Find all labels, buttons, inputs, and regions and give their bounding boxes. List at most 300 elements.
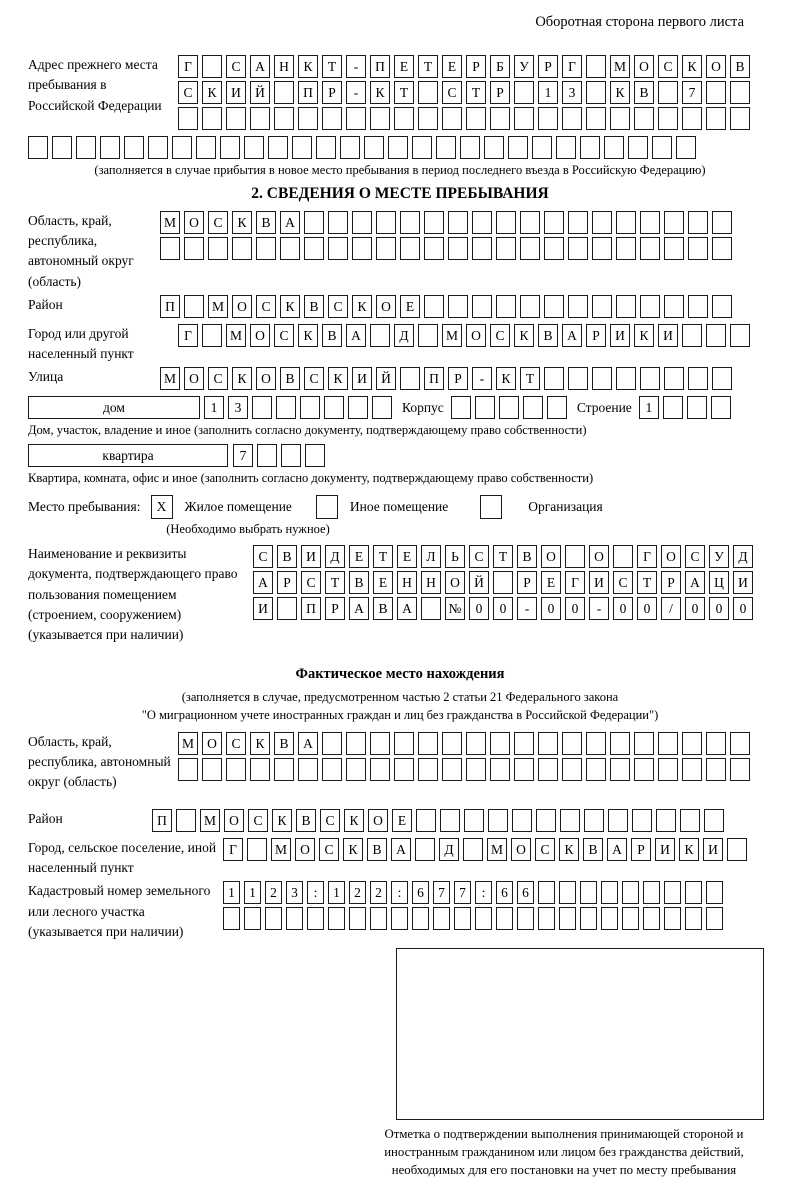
char-cell	[100, 136, 120, 159]
char-cell	[184, 237, 204, 260]
char-cell	[538, 732, 558, 755]
char-cell	[418, 81, 438, 104]
field-label: Область, край, республика, автономный округ (область)	[28, 733, 171, 790]
char-row	[178, 107, 750, 130]
char-cell: Н	[421, 571, 441, 594]
option-label-residential: Жилое помещение	[184, 499, 292, 515]
char-cell: И	[703, 838, 723, 861]
char-cell	[658, 81, 678, 104]
char-cell: А	[280, 211, 300, 234]
char-cell	[523, 396, 543, 419]
char-cell	[424, 295, 444, 318]
house-type-box: дом	[28, 396, 200, 419]
char-cell: В	[538, 324, 558, 347]
char-cell: 0	[709, 597, 729, 620]
char-cell	[640, 237, 660, 260]
field-city-actual	[28, 838, 772, 879]
char-cell	[586, 107, 606, 130]
char-cell	[433, 907, 450, 930]
char-cell	[226, 107, 246, 130]
char-cell: А	[685, 571, 705, 594]
char-cell	[226, 758, 246, 781]
char-cell: М	[200, 809, 220, 832]
char-cell: О	[466, 324, 486, 347]
char-cell: В	[730, 55, 750, 78]
field-label: Область, край, республика, автономный округ (область)	[28, 212, 134, 289]
char-cell	[340, 136, 360, 159]
char-cell	[274, 107, 294, 130]
char-cell	[418, 758, 438, 781]
confirmation-mark-box	[396, 948, 764, 1120]
char-cell	[370, 324, 390, 347]
char-cell	[364, 136, 384, 159]
char-cell: М	[271, 838, 291, 861]
char-cell	[616, 237, 636, 260]
char-cell	[634, 758, 654, 781]
char-cell: М	[610, 55, 630, 78]
char-cell: №	[445, 597, 465, 620]
char-cell	[538, 107, 558, 130]
char-cell	[424, 237, 444, 260]
char-cell	[616, 367, 636, 390]
char-cell	[466, 732, 486, 755]
char-cell: О	[541, 545, 561, 568]
char-cell: О	[706, 55, 726, 78]
char-cell	[349, 907, 366, 930]
char-cell: В	[296, 809, 316, 832]
char-cell	[442, 107, 462, 130]
char-cell: :	[391, 881, 408, 904]
char-cell: М	[160, 211, 180, 234]
char-cell: Р	[322, 81, 342, 104]
char-row	[178, 758, 750, 781]
char-cell	[454, 907, 471, 930]
char-cell	[688, 237, 708, 260]
char-cell	[223, 907, 240, 930]
char-cell: С	[226, 732, 246, 755]
char-cell	[376, 237, 396, 260]
char-cell: Т	[466, 81, 486, 104]
char-cell: К	[328, 367, 348, 390]
char-cell: -	[346, 55, 366, 78]
char-cell: П	[301, 597, 321, 620]
char-cell: С	[304, 367, 324, 390]
previous-address-note: (заполняется в случае прибытия в новое место пребывания в период последнего въезда в Российскую Федерацию)	[94, 163, 706, 177]
char-cell	[346, 758, 366, 781]
char-cell	[706, 732, 726, 755]
char-cell	[730, 81, 750, 104]
char-cell	[322, 107, 342, 130]
checkbox-residential: X	[151, 495, 173, 519]
char-cell	[416, 809, 436, 832]
char-cell	[559, 907, 576, 930]
char-cell: К	[496, 367, 516, 390]
field-label: Город, сельское поселение, иной населенный пункт	[28, 839, 217, 875]
char-cell: А	[250, 55, 270, 78]
char-cell: 1	[538, 81, 558, 104]
char-cell	[244, 136, 264, 159]
char-cell	[232, 237, 252, 260]
char-cell: П	[370, 55, 390, 78]
char-cell: К	[343, 838, 363, 861]
char-cell	[328, 237, 348, 260]
char-row	[223, 838, 747, 861]
char-cell: 7	[682, 81, 702, 104]
char-cell	[178, 758, 198, 781]
char-cell	[586, 758, 606, 781]
char-cell	[592, 211, 612, 234]
checkbox-other-premises	[316, 495, 338, 519]
char-row	[178, 55, 750, 78]
char-cell: Е	[392, 809, 412, 832]
char-row	[204, 396, 392, 419]
char-cell	[298, 107, 318, 130]
char-cell: Г	[562, 55, 582, 78]
char-cell: 0	[613, 597, 633, 620]
char-cell	[706, 881, 723, 904]
char-cell: С	[208, 211, 228, 234]
char-cell: С	[320, 809, 340, 832]
option-label-other-premises: Иное помещение	[349, 499, 449, 515]
char-cell	[460, 136, 480, 159]
char-cell: 1	[223, 881, 240, 904]
char-cell	[76, 136, 96, 159]
char-cell	[514, 81, 534, 104]
char-cell: /	[661, 597, 681, 620]
char-cell: 3	[286, 881, 303, 904]
char-cell	[634, 732, 654, 755]
char-cell: Р	[490, 81, 510, 104]
char-cell: С	[256, 295, 276, 318]
flat-row	[28, 444, 772, 467]
char-cell: М	[178, 732, 198, 755]
char-cell	[292, 136, 312, 159]
char-cell	[370, 732, 390, 755]
char-cell: В	[304, 295, 324, 318]
char-cell: Е	[373, 571, 393, 594]
char-cell: В	[277, 545, 297, 568]
char-cell	[517, 907, 534, 930]
char-cell	[412, 907, 429, 930]
char-cell	[322, 758, 342, 781]
char-cell	[388, 136, 408, 159]
char-cell: И	[655, 838, 675, 861]
char-cell: -	[346, 81, 366, 104]
confirmation-note: Отметка о подтверждении выполнения принимающей стороной и иностранным гражданином или лицом без гражданства действий, необходимых для его постановки на учет по месту пребывания	[384, 1127, 744, 1177]
char-cell	[586, 81, 606, 104]
char-cell	[372, 396, 392, 419]
char-cell	[664, 237, 684, 260]
char-cell	[706, 758, 726, 781]
char-cell: О	[184, 211, 204, 234]
house-note: Дом, участок, владение и иное (заполнить согласно документу, подтверждающему право собственности)	[28, 423, 587, 438]
char-cell: Е	[541, 571, 561, 594]
char-cell: С	[469, 545, 489, 568]
char-cell: М	[160, 367, 180, 390]
char-cell: 0	[469, 597, 489, 620]
field-document	[28, 544, 772, 656]
field-label: Район	[28, 810, 63, 826]
char-cell: Т	[325, 571, 345, 594]
char-cell	[184, 295, 204, 318]
char-cell	[682, 758, 702, 781]
char-cell: О	[634, 55, 654, 78]
char-cell	[538, 907, 555, 930]
char-cell: И	[253, 597, 273, 620]
flat-type-box: квартира	[28, 444, 228, 467]
char-cell: Г	[178, 55, 198, 78]
char-cell	[559, 881, 576, 904]
char-cell	[305, 444, 325, 467]
char-cell	[586, 55, 606, 78]
char-cell: К	[232, 367, 252, 390]
char-cell	[472, 237, 492, 260]
char-cell	[706, 81, 726, 104]
char-cell	[712, 367, 732, 390]
char-cell	[610, 732, 630, 755]
char-cell	[463, 838, 483, 861]
char-cell: В	[367, 838, 387, 861]
char-cell	[496, 907, 513, 930]
char-cell	[178, 107, 198, 130]
char-cell	[532, 136, 552, 159]
char-cell: К	[679, 838, 699, 861]
char-cell: Р	[586, 324, 606, 347]
char-cell: Й	[376, 367, 396, 390]
char-cell	[448, 295, 468, 318]
char-cell	[322, 732, 342, 755]
char-cell	[568, 367, 588, 390]
char-cell	[634, 107, 654, 130]
char-cell	[274, 758, 294, 781]
char-cell: В	[583, 838, 603, 861]
char-cell: И	[352, 367, 372, 390]
char-cell: М	[226, 324, 246, 347]
char-cell: К	[610, 81, 630, 104]
char-cell: 7	[433, 881, 450, 904]
char-cell	[493, 571, 513, 594]
char-row	[223, 907, 723, 930]
char-cell: :	[475, 881, 492, 904]
char-cell: О	[224, 809, 244, 832]
stay-type-note: (Необходимо выбрать нужное)	[166, 522, 330, 537]
char-cell	[484, 136, 504, 159]
char-cell	[512, 809, 532, 832]
char-cell	[466, 107, 486, 130]
char-cell: Е	[397, 545, 417, 568]
char-cell: В	[322, 324, 342, 347]
char-cell	[520, 237, 540, 260]
char-cell: 2	[370, 881, 387, 904]
char-row	[160, 211, 732, 234]
char-cell	[220, 136, 240, 159]
char-cell: В	[274, 732, 294, 755]
field-label: Кадастровый номер земельного или лесного участка (указывается при наличии)	[28, 883, 211, 939]
char-cell: О	[202, 732, 222, 755]
field-cadastral	[28, 881, 772, 942]
char-cell: О	[250, 324, 270, 347]
char-cell: Ь	[445, 545, 465, 568]
char-cell	[658, 107, 678, 130]
field-label: Район	[28, 296, 63, 312]
char-cell: Т	[322, 55, 342, 78]
char-cell: О	[184, 367, 204, 390]
char-cell	[442, 732, 462, 755]
char-cell: К	[370, 81, 390, 104]
flat-note: Квартира, комната, офис и иное (заполнить согласно документу, подтверждающему право собственности)	[28, 471, 594, 486]
char-cell: С	[613, 571, 633, 594]
char-cell: 7	[233, 444, 253, 467]
korpus-label: Корпус	[402, 399, 444, 415]
char-cell	[328, 211, 348, 234]
char-cell	[711, 396, 731, 419]
char-cell	[202, 55, 222, 78]
page-title: Оборотная сторона первого листа	[535, 14, 744, 30]
field-previous-address	[28, 55, 772, 133]
char-cell	[514, 758, 534, 781]
char-cell: В	[634, 81, 654, 104]
field-street	[28, 367, 772, 393]
char-cell: -	[589, 597, 609, 620]
char-cell: 0	[637, 597, 657, 620]
char-cell	[544, 295, 564, 318]
char-cell: И	[610, 324, 630, 347]
char-cell: К	[634, 324, 654, 347]
char-cell	[584, 809, 604, 832]
char-cell	[664, 907, 681, 930]
char-cell: 1	[244, 881, 261, 904]
char-cell: 3	[562, 81, 582, 104]
char-cell: 0	[493, 597, 513, 620]
field-district	[28, 295, 772, 321]
char-cell: Е	[400, 295, 420, 318]
char-cell: Г	[637, 545, 657, 568]
char-cell: С	[301, 571, 321, 594]
checkbox-organization	[480, 495, 502, 519]
char-cell: 0	[541, 597, 561, 620]
house-row	[28, 396, 772, 419]
char-cell: Р	[325, 597, 345, 620]
char-cell: К	[559, 838, 579, 861]
char-cell	[706, 324, 726, 347]
char-cell	[664, 211, 684, 234]
char-row	[253, 597, 753, 620]
char-cell	[704, 809, 724, 832]
char-cell: 0	[685, 597, 705, 620]
char-cell: С	[226, 55, 246, 78]
char-cell	[562, 732, 582, 755]
char-cell: -	[472, 367, 492, 390]
char-cell: Г	[223, 838, 243, 861]
char-cell: 1	[204, 396, 224, 419]
field-city	[28, 324, 772, 365]
char-cell	[160, 237, 180, 260]
char-cell: К	[514, 324, 534, 347]
char-row	[178, 732, 750, 755]
char-cell: Д	[733, 545, 753, 568]
char-cell	[247, 838, 267, 861]
char-cell: С	[685, 545, 705, 568]
char-cell	[680, 809, 700, 832]
char-cell	[601, 907, 618, 930]
char-cell: К	[682, 55, 702, 78]
char-cell	[348, 396, 368, 419]
char-cell	[202, 107, 222, 130]
field-label: Наименование и реквизиты документа, подтверждающего право пользования помещением (строением, сооружением) (указывается при наличии)	[28, 546, 238, 642]
char-cell	[280, 237, 300, 260]
stroenie-label: Строение	[576, 399, 632, 415]
char-cell	[544, 367, 564, 390]
char-cell	[391, 907, 408, 930]
char-cell: 0	[565, 597, 585, 620]
char-cell	[514, 107, 534, 130]
char-cell	[682, 732, 702, 755]
char-cell	[472, 211, 492, 234]
char-cell: Й	[250, 81, 270, 104]
char-cell: Т	[394, 81, 414, 104]
char-cell	[687, 396, 707, 419]
char-cell	[727, 838, 747, 861]
char-cell	[688, 211, 708, 234]
char-row	[233, 444, 325, 467]
char-cell: П	[160, 295, 180, 318]
char-cell: С	[535, 838, 555, 861]
field-label: Улица	[28, 369, 64, 385]
char-cell: С	[328, 295, 348, 318]
char-row	[223, 881, 723, 904]
char-cell: Р	[661, 571, 681, 594]
char-cell	[608, 809, 628, 832]
char-cell	[643, 907, 660, 930]
char-cell: У	[514, 55, 534, 78]
field-label: Адрес прежнего места пребывания в Российской Федерации	[28, 57, 162, 113]
char-cell	[176, 809, 196, 832]
char-cell: Д	[325, 545, 345, 568]
char-cell: В	[256, 211, 276, 234]
char-cell	[562, 107, 582, 130]
char-cell	[418, 732, 438, 755]
char-cell	[685, 907, 702, 930]
char-cell	[304, 237, 324, 260]
char-cell: 0	[733, 597, 753, 620]
char-cell	[580, 881, 597, 904]
char-cell: К	[298, 55, 318, 78]
char-cell	[424, 211, 444, 234]
char-cell	[560, 809, 580, 832]
char-cell	[658, 732, 678, 755]
char-cell: Р	[448, 367, 468, 390]
char-cell: 6	[496, 881, 513, 904]
char-cell: С	[178, 81, 198, 104]
field-district-actual	[28, 809, 772, 835]
confirmation-block	[28, 948, 772, 1180]
char-cell: И	[733, 571, 753, 594]
char-cell: А	[253, 571, 273, 594]
char-cell: С	[274, 324, 294, 347]
char-cell	[685, 881, 702, 904]
char-cell	[712, 237, 732, 260]
char-cell: О	[589, 545, 609, 568]
char-cell: 6	[517, 881, 534, 904]
char-cell	[601, 881, 618, 904]
char-cell	[394, 758, 414, 781]
char-cell	[568, 295, 588, 318]
stay-type-row	[28, 495, 772, 519]
char-cell: У	[709, 545, 729, 568]
char-cell: Й	[469, 571, 489, 594]
char-cell	[472, 295, 492, 318]
char-cell: С	[208, 367, 228, 390]
